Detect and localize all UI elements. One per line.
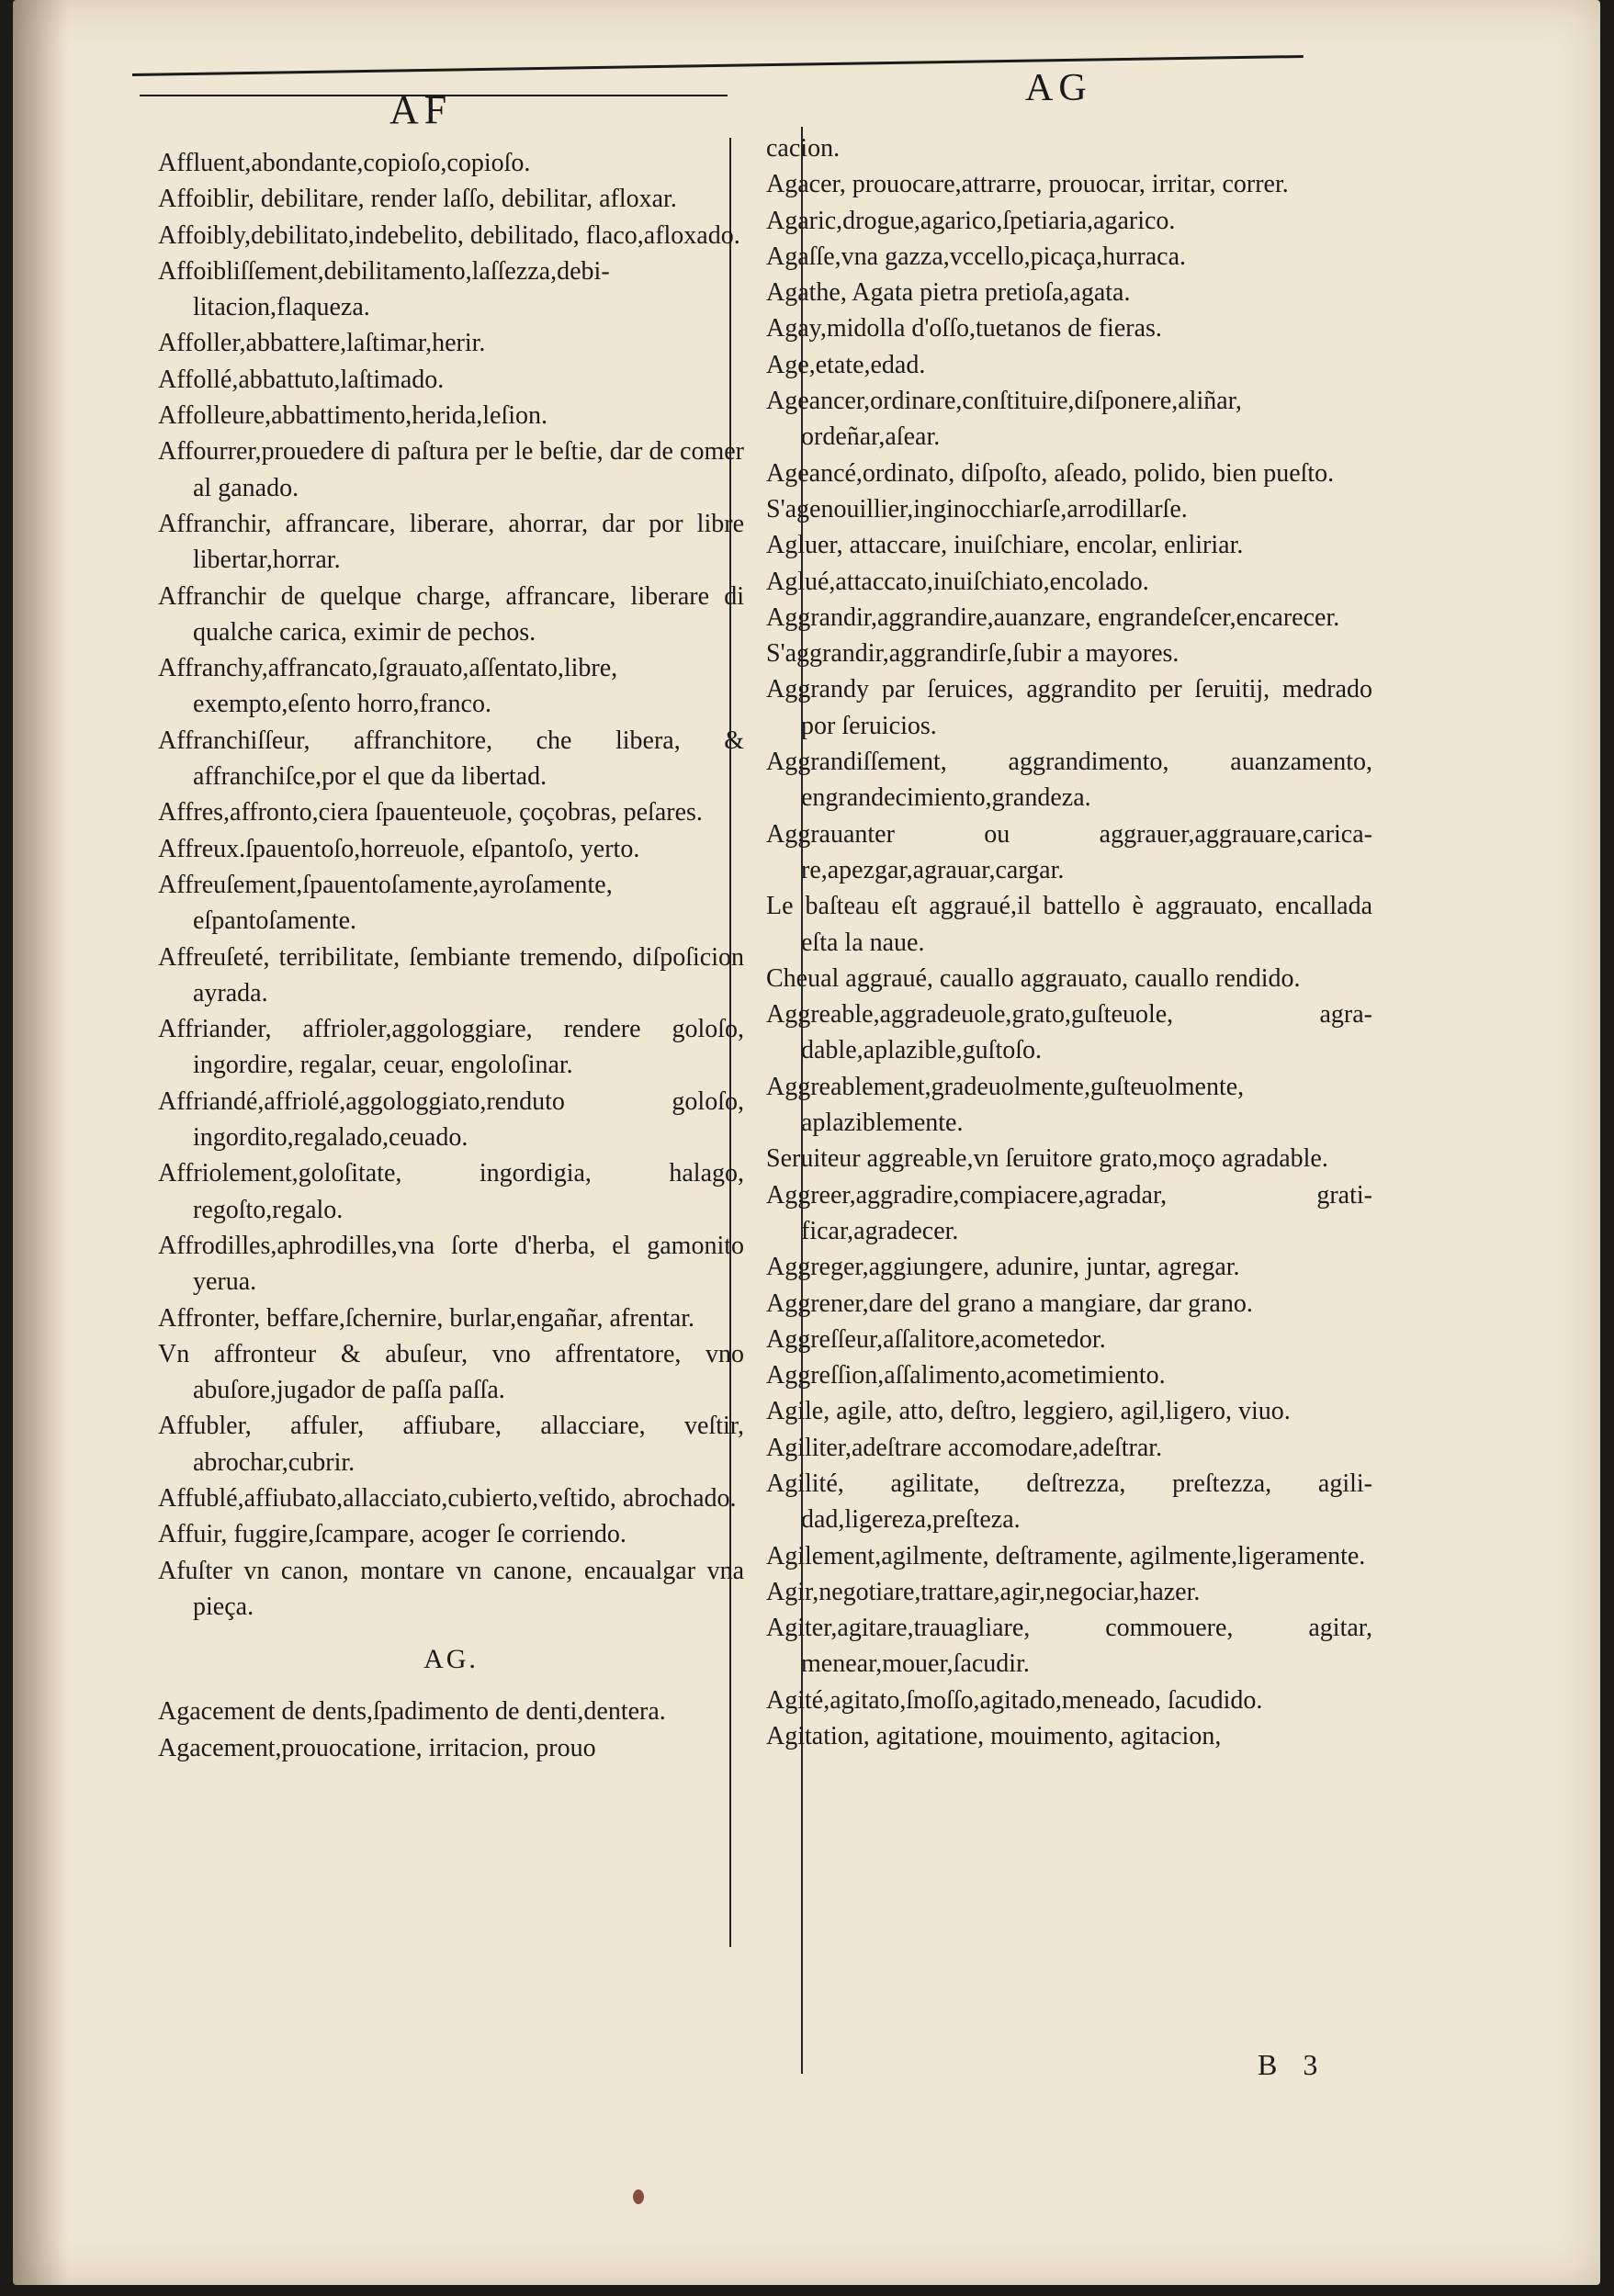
dictionary-entry: Seruiteur aggreable,vn ſeruitore grato,moço agradable. xyxy=(766,1144,1328,1174)
dictionary-entry: Aglué,attaccato,inuiſchiato,encolado. xyxy=(766,567,1149,596)
dictionary-entry: Affreuſement,ſpauentoſamente,ayroſamente, eſpantoſamente. xyxy=(158,870,613,936)
dictionary-entry: Agluer, attaccare, inuiſchiare, encolar, enliriar. xyxy=(766,531,1244,560)
dictionary-entry: Aggrandiſſement, aggrandimento, auanzamento, engrandecimiento,grandeza. xyxy=(766,748,1372,813)
dictionary-entry: Affranchiſſeur, affranchitore, che libera, & affranchiſce,por el que da libertad. xyxy=(158,726,744,792)
dictionary-entry: Affranchy,affrancato,ſgrauato,aſſentato,libre, exempto,eſento horro,franco. xyxy=(158,654,618,719)
page-spine-shadow xyxy=(13,0,68,2285)
dictionary-entry: Agacement de dents,ſpadimento de denti,dentera. xyxy=(158,1697,666,1727)
dictionary-entry: Aggrandy par ſeruices, aggrandito per ſeruitij, medrado por ſeruicios. xyxy=(766,675,1372,740)
dictionary-entry: Affoller,abbattere,laſtimar,herir. xyxy=(158,329,486,358)
dictionary-entry: cacion. xyxy=(766,134,841,163)
dictionary-entry: Affriander, affrioler,aggologgiare, rendere goloſo, ingordire, regalar, ceuar, engoloſinar. xyxy=(158,1015,744,1080)
dictionary-entry: Affourrer,prouedere di paſtura per le beſtie, dar de comer al ganado. xyxy=(158,437,744,502)
dictionary-entry: Affluent,abondante,copioſo,copioſo. xyxy=(158,149,531,177)
right-column xyxy=(766,130,1372,1754)
dictionary-entry: Agir,negotiare,trattare,agir,negociar,hazer. xyxy=(766,1577,1201,1606)
dictionary-entry: Cheual aggraué, cauallo aggrauato, cauallo rendido. xyxy=(766,963,1301,993)
dictionary-entry: S'agenouillier,inginocchiarſe,arrodillarſe. xyxy=(766,494,1188,523)
dictionary-entry: Affriandé,affriolé,aggologgiato,renduto goloſo, ingordito,regalado,ceuado. xyxy=(158,1086,744,1153)
dictionary-entry: Affoibliſſement,debilitamento,laſſezza,debilitacion,flaqueza. xyxy=(158,256,610,322)
dictionary-entry: Affronter, beffare,ſchernire, burlar,engañar, afrentar. xyxy=(158,1303,695,1333)
dictionary-entry: Aggreſſion,aſſalimento,acometimiento. xyxy=(766,1361,1166,1390)
dictionary-entry: Affubler, affuler, affiubare, allacciare, veſtir, abrochar,cubrir. xyxy=(158,1412,744,1477)
section-heading: AG. xyxy=(423,1644,479,1675)
dictionary-entry: Agacement,prouocatione, irritacion, prouo xyxy=(158,1733,596,1762)
dictionary-entry: Agay,midolla d'oſſo,tuetanos de fieras. xyxy=(766,314,1162,343)
dictionary-entry: Le baſteau eſt aggraué,il battello è aggrauato, encallada eſta la naue. xyxy=(766,892,1372,957)
header-rule xyxy=(132,55,1304,76)
dictionary-entry: Agile, agile, atto, deſtro, leggiero, agil,ligero, viuo. xyxy=(766,1397,1291,1426)
dictionary-entry: Aggreger,aggiungere, adunire, juntar, agregar. xyxy=(766,1253,1240,1282)
ink-stain xyxy=(633,2189,644,2204)
dictionary-entry: Aggrener,dare del grano a mangiare, dar grano. xyxy=(766,1289,1253,1318)
dictionary-entry: Affreuſeté, terribilitate, ſembiante tremendo, diſpoſicion ayrada. xyxy=(158,942,744,1007)
dictionary-entry: Agilement,agilmente, deſtramente, agilmente,ligeramente. xyxy=(766,1541,1366,1570)
dictionary-entry: Affublé,affiubato,allacciato,cubierto,veſtido, abrochado. xyxy=(158,1483,737,1513)
dictionary-entry: Aggrauanter ou aggrauer,aggrauare,caricare,apezgar,agrauar,cargar. xyxy=(766,819,1372,884)
dictionary-entry: Age,etate,edad. xyxy=(766,350,926,379)
dictionary-entry: Afuſter vn canon, montare vn canone, encaualgar vna pieça. xyxy=(158,1556,744,1621)
dictionary-entry: Affranchir, affrancare, liberare, ahorrar, dar por libre libertar,horrar. xyxy=(158,509,744,575)
dictionary-entry: Agiliter,adeſtrare accomodare,adeſtrar. xyxy=(766,1433,1163,1462)
signature-mark: B 3 xyxy=(1258,2048,1327,2081)
dictionary-entry: S'aggrandir,aggrandirſe,ſubir a mayores. xyxy=(766,639,1179,669)
dictionary-entry: Affreux.ſpauentoſo,horreuole, eſpantoſo, yerto. xyxy=(158,834,640,863)
dictionary-entry: Affriolement,goloſitate, ingordigia, halago, regoſto,regalo. xyxy=(158,1159,744,1224)
dictionary-entry: Vn affronteur & abuſeur, vno affrentatore, vno abuſore,jugador de paſſa paſſa. xyxy=(158,1339,744,1405)
dictionary-entry: Ageancer,ordinare,conſtituire,diſponere,aliñar, ordeñar,aſear. xyxy=(766,387,1242,452)
left-column xyxy=(158,145,744,1766)
dictionary-entry: Agathe, Agata pietra pretioſa,agata. xyxy=(766,278,1131,308)
dictionary-entry: Agité,agitato,ſmoſſo,agitado,meneado, ſacudido. xyxy=(766,1685,1263,1715)
dictionary-entry: Aggreſſeur,aſſalitore,acometedor. xyxy=(766,1324,1106,1354)
dictionary-entry: Affrodilles,aphrodilles,vna ſorte d'herba, el gamonito yerua. xyxy=(158,1231,744,1297)
dictionary-entry: Aggrandir,aggrandire,auanzare, engrandeſcer,encarecer. xyxy=(766,602,1340,632)
dictionary-entry: Agacer, prouocare,attrarre, prouocar, irritar, correr. xyxy=(766,170,1289,199)
dictionary-entry: Affres,affronto,ciera ſpauenteuole, çoçobras, peſares. xyxy=(158,798,703,827)
dictionary-entry: Agiter,agitare,trauagliare, commouere, agitar, menear,mouer,ſacudir. xyxy=(766,1614,1372,1679)
dictionary-entry: Affoibly,debilitato,indebelito, debilitado, flaco,afloxado. xyxy=(158,220,740,250)
dictionary-entry: Aggreablement,gradeuolmente,guſteuolmente, aplaziblemente. xyxy=(766,1072,1245,1138)
dictionary-entry: Affuir, fuggire,ſcampare, acoger ſe corriendo. xyxy=(158,1520,626,1549)
dictionary-entry: Ageancé,ordinato, diſpoſto, aſeado, polido, bien pueſto. xyxy=(766,458,1335,488)
dictionary-entry: Agaric,drogue,agarico,ſpetiaria,agarico. xyxy=(766,206,1176,235)
dictionary-entry: Aggreer,aggradire,compiacere,agradar, gratificar,agradecer. xyxy=(766,1180,1372,1245)
dictionary-entry: Affranchir de quelque charge, affrancare, liberare di qualche carica, eximir de pechos. xyxy=(158,581,744,647)
dictionary-entry: Agaſſe,vna gazza,vccello,picaça,hurraca. xyxy=(766,242,1187,271)
running-head-right: AG xyxy=(1025,67,1092,109)
dictionary-entry: Affolleure,abbattimento,herida,leſion. xyxy=(158,401,548,431)
book-page xyxy=(13,0,1600,2285)
dictionary-entry: Affoiblir, debilitare, render laſſo, debilitar, afloxar. xyxy=(158,185,677,214)
dictionary-entry: Agitation, agitatione, mouimento, agitacion, xyxy=(766,1722,1222,1751)
dictionary-entry: Aggreable,aggradeuole,grato,guſteuole, agradable,aplazible,guſtoſo. xyxy=(766,1000,1372,1065)
dictionary-entry: Agilité, agilitate, deſtrezza, preſtezza, agilidad,ligereza,preſteza. xyxy=(766,1469,1372,1535)
running-head-left: AF xyxy=(389,87,453,132)
dictionary-entry: Affollé,abbattuto,laſtimado. xyxy=(158,365,445,394)
